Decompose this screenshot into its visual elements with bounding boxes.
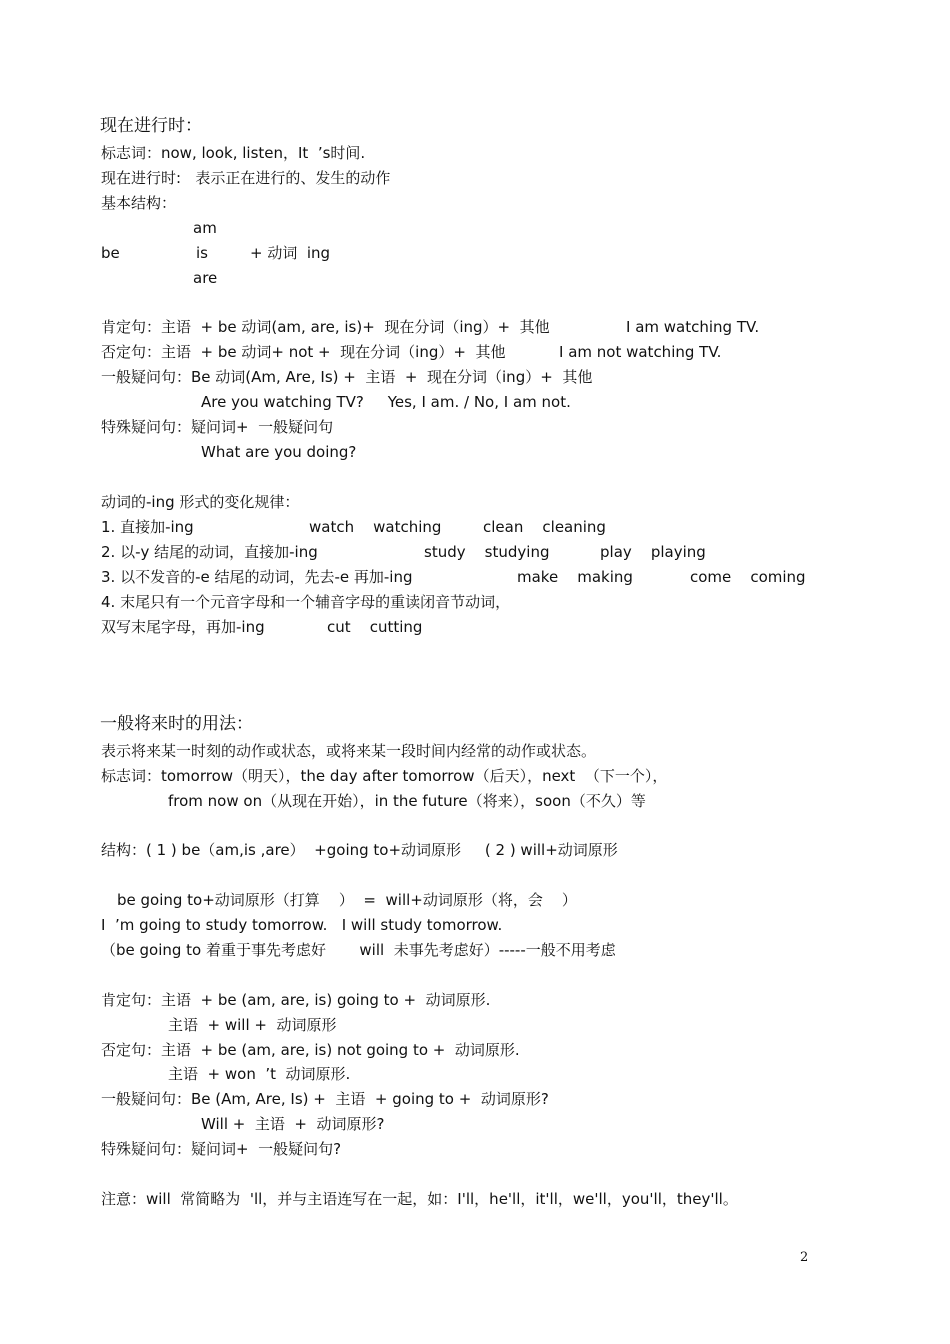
question-example: Are you watching TV? Yes, I am. / No, I am not. (201, 393, 571, 411)
future-equivalence: be going to+动词原形（打算 ） = will+动词原形（将，会 ） (117, 891, 577, 909)
structure-is: is (196, 244, 208, 262)
future-affirmative-2: 主语 + will + 动词原形 (168, 1016, 337, 1034)
future-question-1: 一般疑问句：Be (Am, Are, Is) + 主语 + going to + 动词原形? (101, 1090, 549, 1108)
structure-be: be (101, 244, 120, 262)
rule-2-example-2: play playing (600, 543, 706, 561)
rule-3-example-1: make making (517, 568, 633, 586)
ing-rules-title: 动词的-ing 形式的变化规律： (101, 493, 300, 511)
rule-3: 3. 以不发音的-e 结尾的动词，先去-e 再加-ing (101, 568, 413, 586)
question-structure: 一般疑问句：Be 动词(Am, Are, Is) + 主语 + 现在分词（ing）+ 其他 (101, 368, 593, 386)
future-negative-2: 主语 + won ’t 动词原形. (168, 1065, 351, 1083)
rule-2-example-1: study studying (424, 543, 550, 561)
rule-1-example-2: clean cleaning (483, 518, 606, 536)
rule-1: 1. 直接加-ing (101, 518, 194, 536)
wh-question-example: What are you doing? (201, 443, 357, 461)
rule-3-example-2: come coming (690, 568, 806, 586)
wh-question-structure: 特殊疑问句：疑问词+ 一般疑问句 (101, 418, 334, 436)
rule-4-line-1: 4. 末尾只有一个元音字母和一个辅音字母的重读闭音节动词， (101, 593, 511, 611)
structure-am: am (193, 219, 217, 237)
negative-example: I am not watching TV. (559, 343, 722, 361)
structure-label: 基本结构： (101, 194, 177, 212)
negative-structure: 否定句：主语 + be 动词+ not + 现在分词（ing）+ 其他 (101, 343, 506, 361)
rule-4-example: cut cutting (327, 618, 423, 636)
future-affirmative-1: 肯定句：主语 + be (am, are, is) going to + 动词原形. (101, 991, 491, 1009)
section-title-present-continuous: 现在进行时： (100, 116, 202, 136)
rule-1-example-1: watch watching (309, 518, 442, 536)
future-negative-1: 否定句：主语 + be (am, are, is) not going to + 动词原形. (101, 1041, 520, 1059)
markers-line: 标志词：now, look, listen，It ’s时间. (101, 144, 366, 162)
rule-4-line-2: 双写末尾字母，再加-ing (101, 618, 265, 636)
page-number: 2 (800, 1250, 809, 1265)
definition-line: 现在进行时: 表示正在进行的、发生的动作 (101, 169, 391, 187)
future-examples: I ’m going to study tomorrow. I will study tomorrow. (101, 916, 503, 934)
affirmative-structure: 肯定句：主语 + be 动词(am, are, is)+ 现在分词（ing）+ 其他 (101, 318, 550, 336)
future-question-2: Will + 主语 + 动词原形? (201, 1115, 385, 1133)
rule-2: 2. 以-y 结尾的动词，直接加-ing (101, 543, 318, 561)
future-markers-line-1: 标志词：tomorrow（明天），the day after tomorrow（后天），next （下一个）， (101, 767, 668, 785)
future-wh-question: 特殊疑问句：疑问词+ 一般疑问句? (101, 1140, 342, 1158)
future-structure: 结构：( 1 ) be（am,is ,are） +going to+动词原形 ( 2 ) will+动词原形 (101, 841, 618, 859)
future-attention-note: 注意：will 常简略为 'll，并与主语连写在一起，如：I'll，he'll，it'll，we'll，you'll，they'll。 (101, 1190, 738, 1208)
structure-verb-ing: + 动词 ing (250, 244, 331, 262)
section-title-simple-future: 一般将来时的用法： (100, 714, 253, 734)
future-note: （be going to 着重于事先考虑好 will 未事先考虑好）-----一般不用考虑 (101, 941, 616, 959)
future-definition: 表示将来某一时刻的动作或状态，或将来某一段时间内经常的动作或状态。 (101, 742, 597, 760)
structure-are: are (193, 269, 218, 287)
affirmative-example: I am watching TV. (626, 318, 760, 336)
future-markers-line-2: from now on（从现在开始），in the future（将来），soon（不久）等 (168, 792, 646, 810)
